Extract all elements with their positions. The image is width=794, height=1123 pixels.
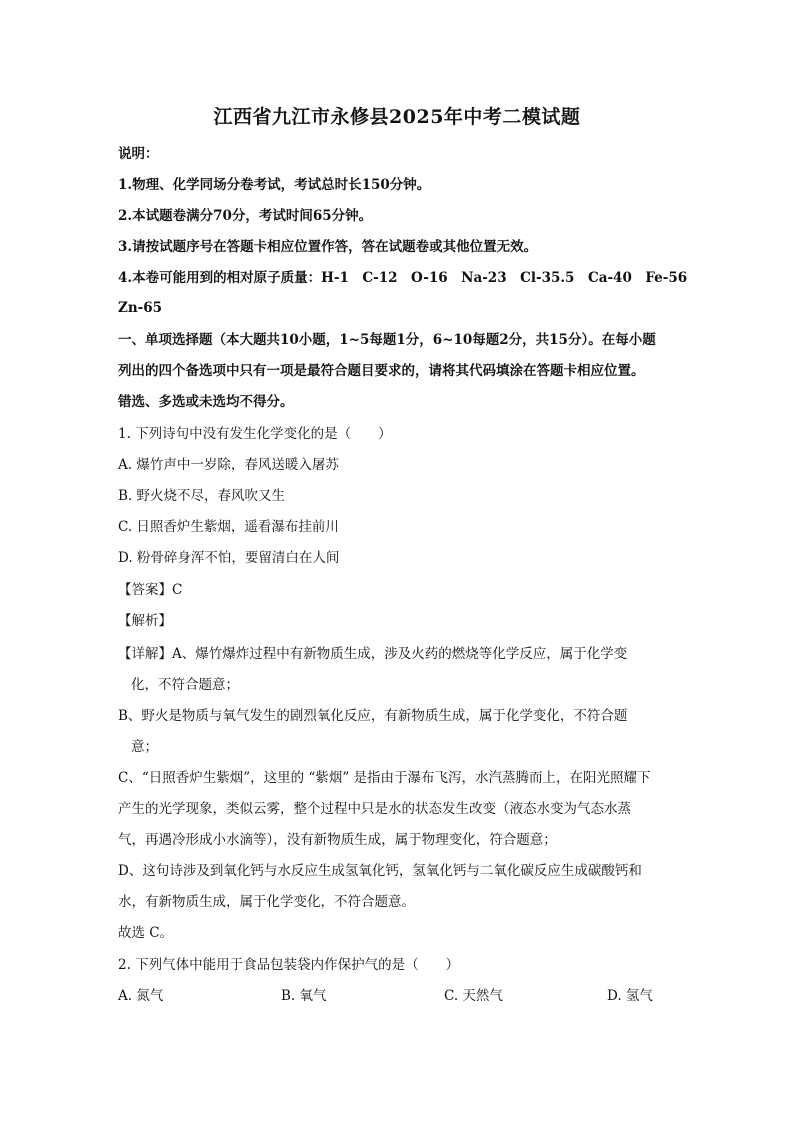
section-1-instructions-line-1: 一、单项选择题（本大题共10小题，1~5每题1分，6~10每题2分，共15分）。在每小题 bbox=[118, 332, 656, 348]
notes-item-3: 3.请按试题序号在答题卡相应位置作答，答在试题卷或其他位置无效。 bbox=[118, 239, 538, 255]
question-1-option-a: A. 爆竹声中一岁除，春风送暖入屠苏 bbox=[118, 457, 339, 473]
question-1-analysis-heading: 【解析】 bbox=[118, 613, 172, 629]
question-1-detail-c-continued-2: 气，再遇冷形成小水滴等），没有新物质生成，属于物理变化，符合题意； bbox=[118, 832, 557, 848]
question-1-detail-a-continued: 化，不符合题意； bbox=[131, 677, 239, 693]
section-1-instructions-line-3: 错选、多选或未选均不得分。 bbox=[118, 394, 294, 410]
question-1-option-c: C. 日照香炉生紫烟，遥看瀑布挂前川 bbox=[118, 519, 339, 535]
question-1-stem: 1. 下列诗句中没有发生化学变化的是（ ） bbox=[118, 426, 392, 442]
question-1-conclusion: 故选 C。 bbox=[118, 925, 174, 941]
question-1-detail-a: 【详解】A、爆竹爆炸过程中有新物质生成，涉及火药的燃烧等化学反应，属于化学变 bbox=[118, 646, 628, 662]
question-2-option-c: C. 天然气 bbox=[444, 988, 503, 1004]
question-2-option-d: D. 氢气 bbox=[607, 988, 653, 1004]
question-1-option-b: B. 野火烧不尽，春风吹又生 bbox=[118, 488, 286, 504]
question-1-detail-b: B、野火是物质与氧气发生的剧烈氧化反应，有新物质生成，属于化学变化，不符合题 bbox=[118, 708, 628, 724]
section-1-instructions-line-2: 列出的四个备选项中只有一项是最符合题目要求的，请将其代码填涂在答题卡相应位置。 bbox=[118, 363, 645, 379]
notes-item-2: 2.本试题卷满分70分，考试时间65分钟。 bbox=[118, 208, 373, 224]
question-2-stem: 2. 下列气体中能用于食品包装袋内作保护气的是（ ） bbox=[118, 957, 460, 973]
question-1-detail-d: D、这句诗涉及到氧化钙与水反应生成氢氧化钙，氢氧化钙与二氧化碳反应生成碳酸钙和 bbox=[118, 863, 642, 879]
notes-item-4-continued: Zn-65 bbox=[118, 300, 163, 316]
notes-item-4: 4.本卷可能用到的相对原子质量：H-1 C-12 O-16 Na-23 Cl-35.5 Ca-40 Fe-56 bbox=[118, 270, 688, 286]
question-1-option-d: D. 粉骨碎身浑不怕，要留清白在人间 bbox=[118, 550, 340, 566]
question-1-answer: 【答案】C bbox=[118, 582, 183, 598]
question-1-detail-c-continued-1: 产生的光学现象，类似云雾，整个过程中只是水的状态发生改变（液态水变为气态水蒸 bbox=[118, 801, 631, 817]
question-2-option-b: B. 氧气 bbox=[281, 988, 327, 1004]
notes-item-1: 1.物理、化学同场分卷考试，考试总时长150分钟。 bbox=[118, 177, 431, 193]
question-1-detail-b-continued: 意； bbox=[131, 739, 158, 755]
page-title: 江西省九江市永修县2025年中考二模试题 bbox=[213, 106, 581, 128]
question-1-detail-d-continued: 水，有新物质生成，属于化学变化，不符合题意。 bbox=[118, 894, 415, 910]
notes-heading: 说明： bbox=[118, 146, 159, 162]
question-2-option-a: A. 氮气 bbox=[118, 988, 164, 1004]
question-1-detail-c: C、“日照香炉生紫烟”，这里的 “紫烟” 是指由于瀑布飞泻，水汽蒸腾而上，在阳光照耀下 bbox=[118, 770, 651, 786]
